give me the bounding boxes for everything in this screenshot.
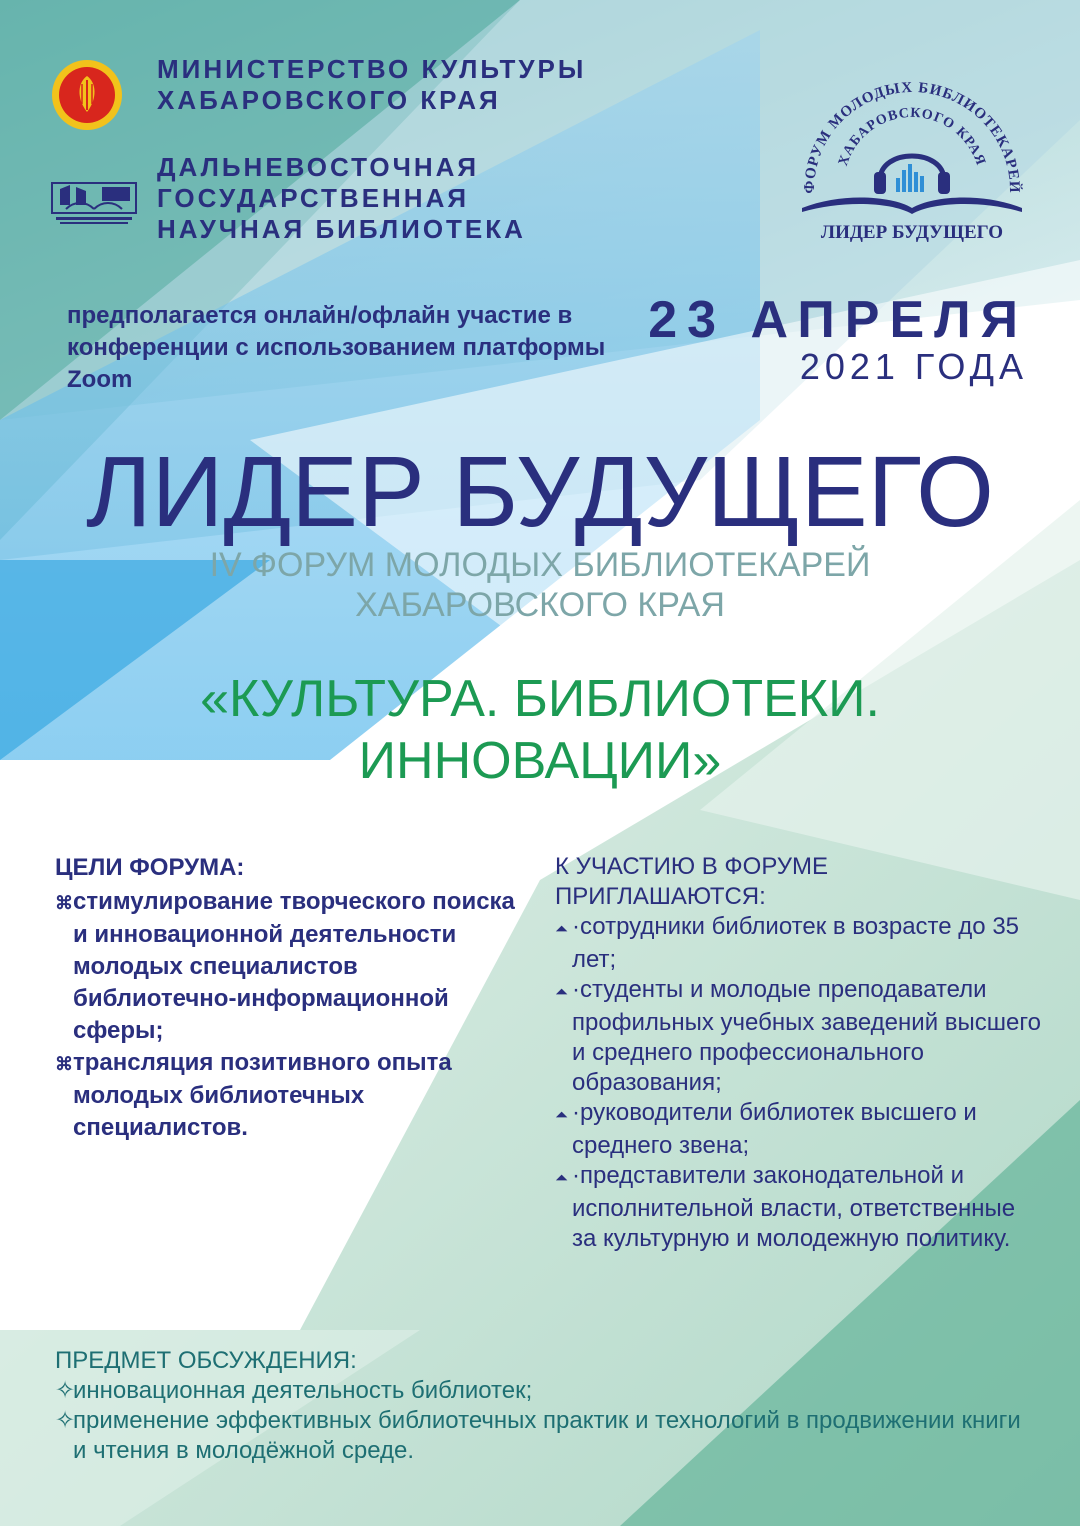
svg-text:ФОРУМ МОЛОДЫХ БИБЛИОТЕКАРЕЙ bbox=[802, 80, 1023, 194]
forum-goals bbox=[55, 852, 525, 1144]
command-bullet-icon: ⌘ bbox=[55, 893, 73, 913]
list-item: ⌘стимулирование творческого поиска и инновационной деятельности молодых специалистов библиотечно-информационной сферы; bbox=[55, 888, 515, 1044]
list-item: ⏶ ·руководители библиотек высшего и среднего звена; bbox=[555, 1099, 977, 1159]
sparkle-bullet-icon: ✧ bbox=[55, 1377, 76, 1404]
command-bullet-icon: ⌘ bbox=[55, 1054, 73, 1074]
main-title: ЛИДЕР БУДУЩЕГО bbox=[86, 436, 994, 548]
triangle-bullet-icon: ⏶ bbox=[555, 1170, 568, 1187]
ministry-name: МИНИСТЕРСТВО КУЛЬТУРЫ ХАБАРОВСКОГО КРАЯ bbox=[157, 54, 587, 115]
forum-slogan: «КУЛЬТУРА. БИБЛИОТЕКИ. ИННОВАЦИИ» bbox=[200, 670, 880, 790]
event-date-day: 23 АПРЕЛЯ bbox=[648, 291, 1028, 349]
list-item: ⌘трансляция позитивного опыта молодых библиотечных специалистов. bbox=[55, 1049, 452, 1141]
goals-heading: ЦЕЛИ ФОРУМА: bbox=[55, 854, 245, 881]
forum-logo bbox=[792, 60, 1032, 250]
forum-subtitle: IV ФОРУМ МОЛОДЫХ БИБЛИОТЕКАРЕЙ ХАБАРОВСКОГО КРАЯ bbox=[209, 546, 871, 624]
forum-logo-arc-text: ФОРУМ МОЛОДЫХ БИБЛИОТЕКАРЕЙ bbox=[801, 79, 1023, 194]
headphones-book-icon bbox=[802, 156, 1022, 214]
list-item: ⏶ ·сотрудники библиотек в возрасте до 35 лет; bbox=[555, 913, 1020, 973]
triangle-bullet-icon: ⏶ bbox=[555, 1107, 568, 1124]
svg-text:ХАБАРОВСКОГО КРАЯ bbox=[836, 106, 988, 168]
triangle-bullet-icon: ⏶ bbox=[555, 921, 568, 938]
library-name: ДАЛЬНЕВОСТОЧНАЯ ГОСУДАРСТВЕННАЯ НАУЧНАЯ БИБЛИОТЕКА bbox=[157, 152, 526, 244]
online-participation-note: предполагается онлайн/офлайн участие в конференции с использованием платформы Zoom bbox=[67, 302, 606, 393]
event-date-year: 2021 ГОДА bbox=[799, 346, 1028, 387]
discussion-subject bbox=[55, 1346, 1035, 1466]
forum-logo-caption: ЛИДЕР БУДУЩЕГО bbox=[820, 222, 1004, 243]
forum-logo-arc-text-2: ХАБАРОВСКОГО КРАЯ bbox=[835, 105, 989, 168]
list-item: ⏶ ·представители законодательной и исполнительной власти, ответственные за культурную и молодежную политику. bbox=[555, 1162, 1016, 1252]
list-item: ✧применение эффективных библиотечных практик и технологий в продвижении книги и чтения в молодёжной среде. bbox=[55, 1407, 1021, 1464]
invite-heading: К УЧАСТИЮ В ФОРУМЕ ПРИГЛАШАЮТСЯ: bbox=[555, 853, 829, 910]
list-item: ⏶ ·студенты и молодые преподаватели профильных учебных заведений высшего и среднего профессионального образования; bbox=[555, 976, 1041, 1096]
list-item: ✧инновационная деятельность библиотек; bbox=[55, 1377, 533, 1404]
triangle-bullet-icon: ⏶ bbox=[555, 984, 568, 1001]
sparkle-bullet-icon: ✧ bbox=[55, 1407, 76, 1434]
library-logo bbox=[50, 175, 138, 227]
ministry-coat-of-arms-logo bbox=[50, 58, 124, 132]
invited-participants bbox=[555, 852, 1045, 1254]
subject-heading: ПРЕДМЕТ ОБСУЖДЕНИЯ: bbox=[55, 1347, 357, 1374]
